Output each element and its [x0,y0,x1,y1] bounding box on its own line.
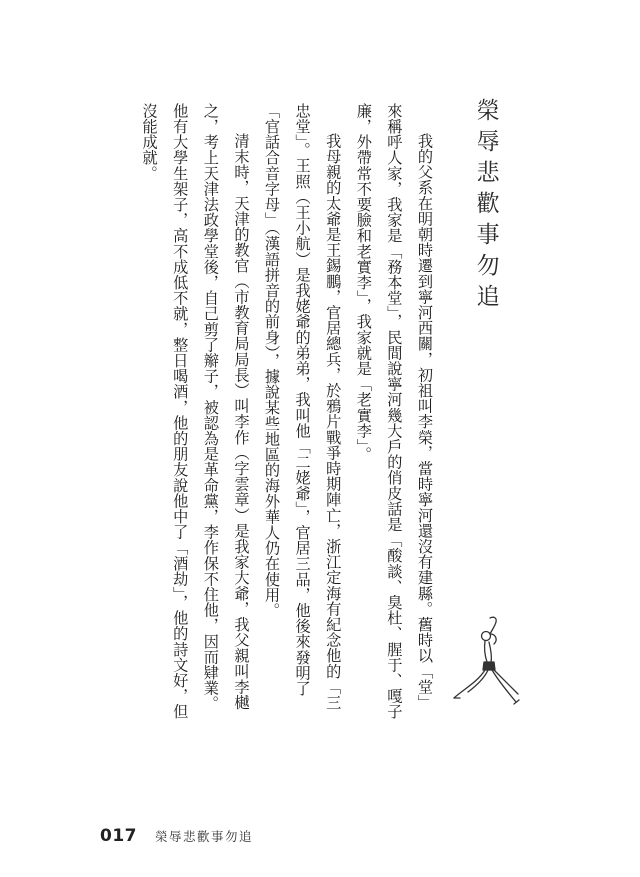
dancer-illustration [450,612,520,712]
chapter-title: 榮辱悲歡事勿追 [472,98,499,315]
page-footer [100,826,253,846]
paragraph-3: 清末時，天津的教官（市教育局局長）叫李作（字雲章）是我家大爺，我父親叫李樾之，考上天津法政學堂後，自己剪了辮子，被認為是革命黨，李作保不住他，因而肄業。他有大學生架子，高不成低不就，整日喝酒，他的朋友說他中了「酒劫」，他的詩文好，但沒能成就。 [140,103,251,720]
body-text [134,103,440,723]
page-number: 017 [100,826,137,846]
running-head: 榮辱悲歡事勿追 [155,829,254,844]
paragraph-1: 我的父系在明朝時遷到寧河西關，初祖叫李榮，當時寧河還沒有建縣。舊時以「堂」來稱呼人家，我家是「務本堂」，民間說寧河幾大戶的俏皮話是「酸談、臭杜、腥于、嘎子廉，外帶常不要臉和老實李」，我家就是「老實李」。 [354,103,434,720]
paragraph-2: 我母親的太爺是王錫鵬，官居總兵，於鴉片戰爭時期陣亡，浙江定海有紀念他的「三忠堂」。王照（王小航）是我姥爺的弟弟，我叫他「二姥爺」，官居三品，他後來發明了「官話合音字母」（漢語拼音的前身），據說某些地區的海外華人仍在使用。 [263,103,343,711]
